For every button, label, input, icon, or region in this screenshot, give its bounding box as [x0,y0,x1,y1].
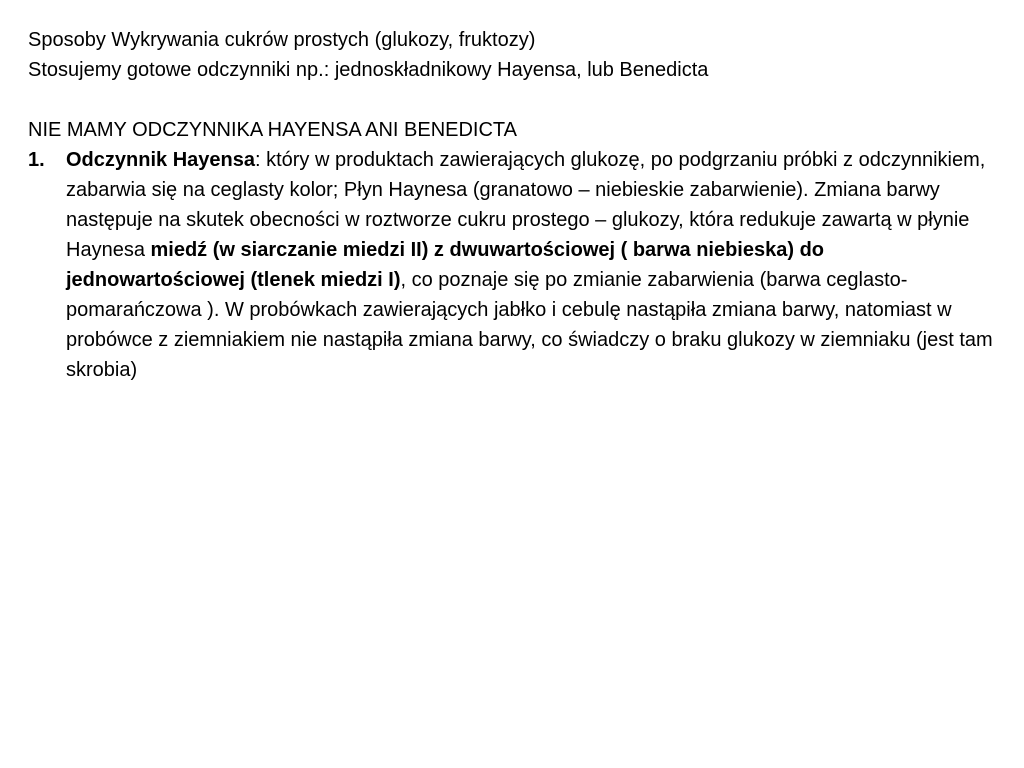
header-line-2: Stosujemy gotowe odczynniki np.: jednoskładnikowy Hayensa, lub Benedicta [28,59,709,81]
list-item-text-c: , co poznaje się po zmianie zabarwienia (barwa ceglasto-pomarańczowa ). W probówkach zawierających jabłko i cebulę nastąpiła zmiana barwy, natomiast w probówce z ziemniakiem nie nastąpiła zmiana barwy, co świadczy o braku glukozy w ziemniaku (jest tam skrobia) [66,269,993,381]
header-line-1: Sposoby Wykrywania cukrów prostych (glukozy, fruktozy) [28,29,536,51]
spacer [28,85,1004,115]
list-item-number: 1. [28,149,45,171]
list-item-body [66,145,996,385]
list-item-text-a: : który w produktach zawierających glukozę, po podgrzaniu próbki z odczynnikiem, zabarwia się na ceglasty kolor; Płyn Haynesa (granatowo – niebieskie zabarwienie). Zmiana barwy następuje na skutek obecności w roztworze cukru prostego – glukozy, która redukuje zawartą w płynie Haynesa [66,149,986,261]
list-item-title: Odczynnik Hayensa [66,149,255,171]
notice-line: NIE MAMY ODCZYNNIKA HAYENSA ANI BENEDICTA [28,119,517,141]
list-item-bold-text: miedź (w siarczanie miedzi II) z dwuwartościowej ( barwa niebieska) do jednowartościowej (tlenek miedzi I) [66,239,825,291]
list-item [28,145,996,385]
slide-content [28,25,1004,385]
